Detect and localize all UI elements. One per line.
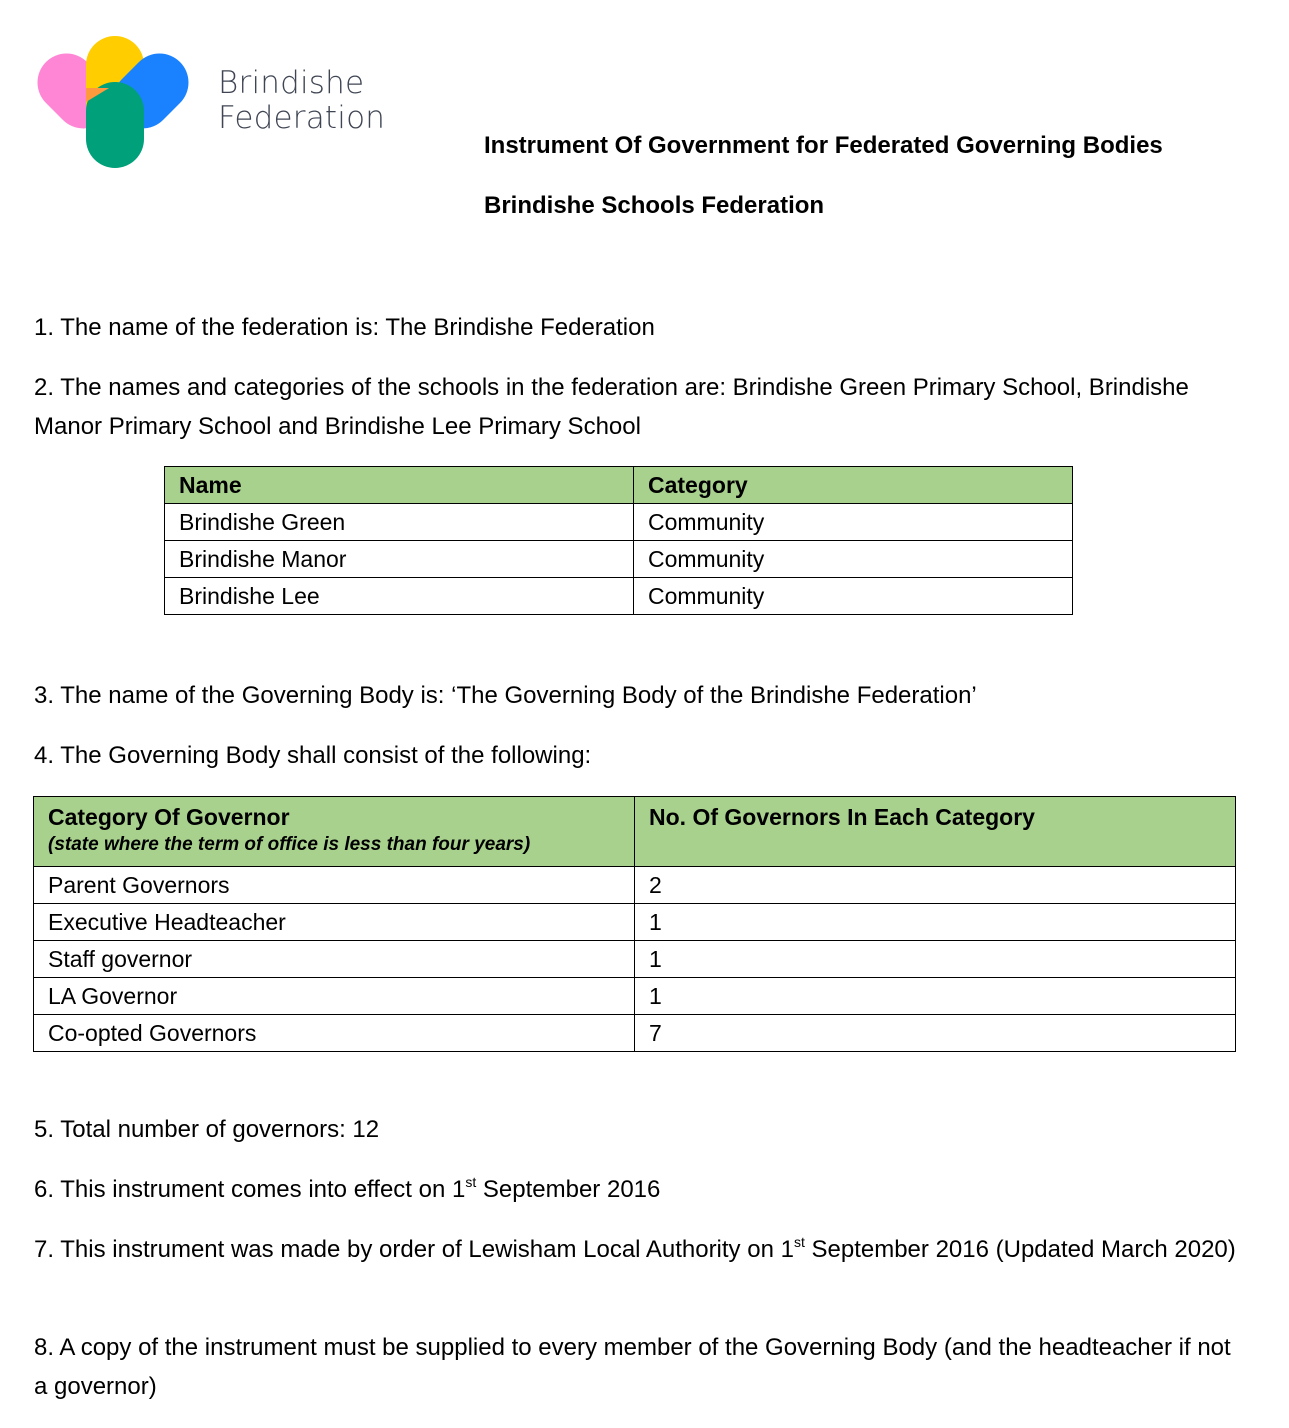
clause-6	[34, 1170, 1244, 1209]
clause-2: 2. The names and categories of the schools in the federation are: Brindishe Green Primary School, Brindishe Manor Primary School and Brindishe Lee Primary School	[34, 374, 1189, 440]
school-category-cell: Community	[634, 578, 1073, 615]
clause-6-ordinal: st	[465, 1174, 477, 1190]
table-header-row	[165, 467, 1073, 504]
table-row	[165, 504, 1073, 541]
governor-count-cell: 1	[635, 904, 1236, 941]
governor-category-cell: Co-opted Governors	[34, 1015, 635, 1052]
clause-6-text-end: September 2016	[476, 1176, 661, 1203]
table-row	[34, 904, 1236, 941]
clause-7-text: 7. This instrument was made by order of Lewisham Local Authority on 1	[34, 1236, 794, 1263]
clause-6-text: 6. This instrument comes into effect on 1	[34, 1176, 466, 1203]
clause-7	[34, 1230, 1244, 1269]
logo-wordmark	[218, 66, 385, 136]
table-row	[34, 978, 1236, 1015]
document-subtitle: Brindishe Schools Federation	[484, 192, 825, 219]
governor-count-cell: 1	[635, 978, 1236, 1015]
governor-category-cell: Parent Governors	[34, 867, 635, 904]
column-header-name: Name	[165, 467, 634, 504]
clause-7-ordinal: st	[793, 1234, 805, 1250]
table-row	[34, 941, 1236, 978]
header-category-label: Category Of Governor	[48, 804, 290, 830]
school-name-cell: Brindishe Lee	[165, 578, 634, 615]
school-name-cell: Brindishe Manor	[165, 541, 634, 578]
governor-count-cell: 2	[635, 867, 1236, 904]
governor-category-cell: Executive Headteacher	[34, 904, 635, 941]
column-header-governor-count: No. Of Governors In Each Category	[635, 797, 1236, 867]
governor-count-cell: 7	[635, 1015, 1236, 1052]
table-row	[165, 578, 1073, 615]
governor-count-cell: 1	[635, 941, 1236, 978]
clause-1: 1. The name of the federation is: The Brindishe Federation	[34, 314, 655, 341]
clause-5: 5. Total number of governors: 12	[34, 1116, 380, 1143]
header-category-note: (state where the term of office is less than four years)	[48, 834, 531, 855]
governor-category-cell: Staff governor	[34, 941, 635, 978]
brindishe-logo	[34, 36, 194, 170]
column-header-governor-category	[34, 797, 635, 867]
document-title: Instrument Of Government for Federated Governing Bodies	[484, 132, 1163, 159]
table-row	[165, 541, 1073, 578]
heart-logo-icon	[34, 36, 194, 170]
table-row	[34, 1015, 1236, 1052]
logo-line-2: Federation	[218, 100, 386, 136]
school-name-cell: Brindishe Green	[165, 504, 634, 541]
clause-3: 3. The name of the Governing Body is: ‘The Governing Body of the Brindishe Federation’	[34, 682, 977, 709]
table-header-row	[34, 797, 1236, 867]
governor-category-cell: LA Governor	[34, 978, 635, 1015]
clause-8: 8. A copy of the instrument must be supplied to every member of the Governing Body (and the headteacher if not a governor)	[34, 1334, 1231, 1400]
schools-table	[164, 466, 1073, 615]
clause-7-text-end: September 2016 (Updated March 2020)	[804, 1236, 1236, 1263]
school-category-cell: Community	[634, 541, 1073, 578]
table-row	[34, 867, 1236, 904]
school-category-cell: Community	[634, 504, 1073, 541]
clause-4: 4. The Governing Body shall consist of the following:	[34, 742, 592, 769]
logo-line-1: Brindishe	[218, 65, 365, 101]
column-header-category: Category	[634, 467, 1073, 504]
governors-table	[33, 796, 1236, 1052]
